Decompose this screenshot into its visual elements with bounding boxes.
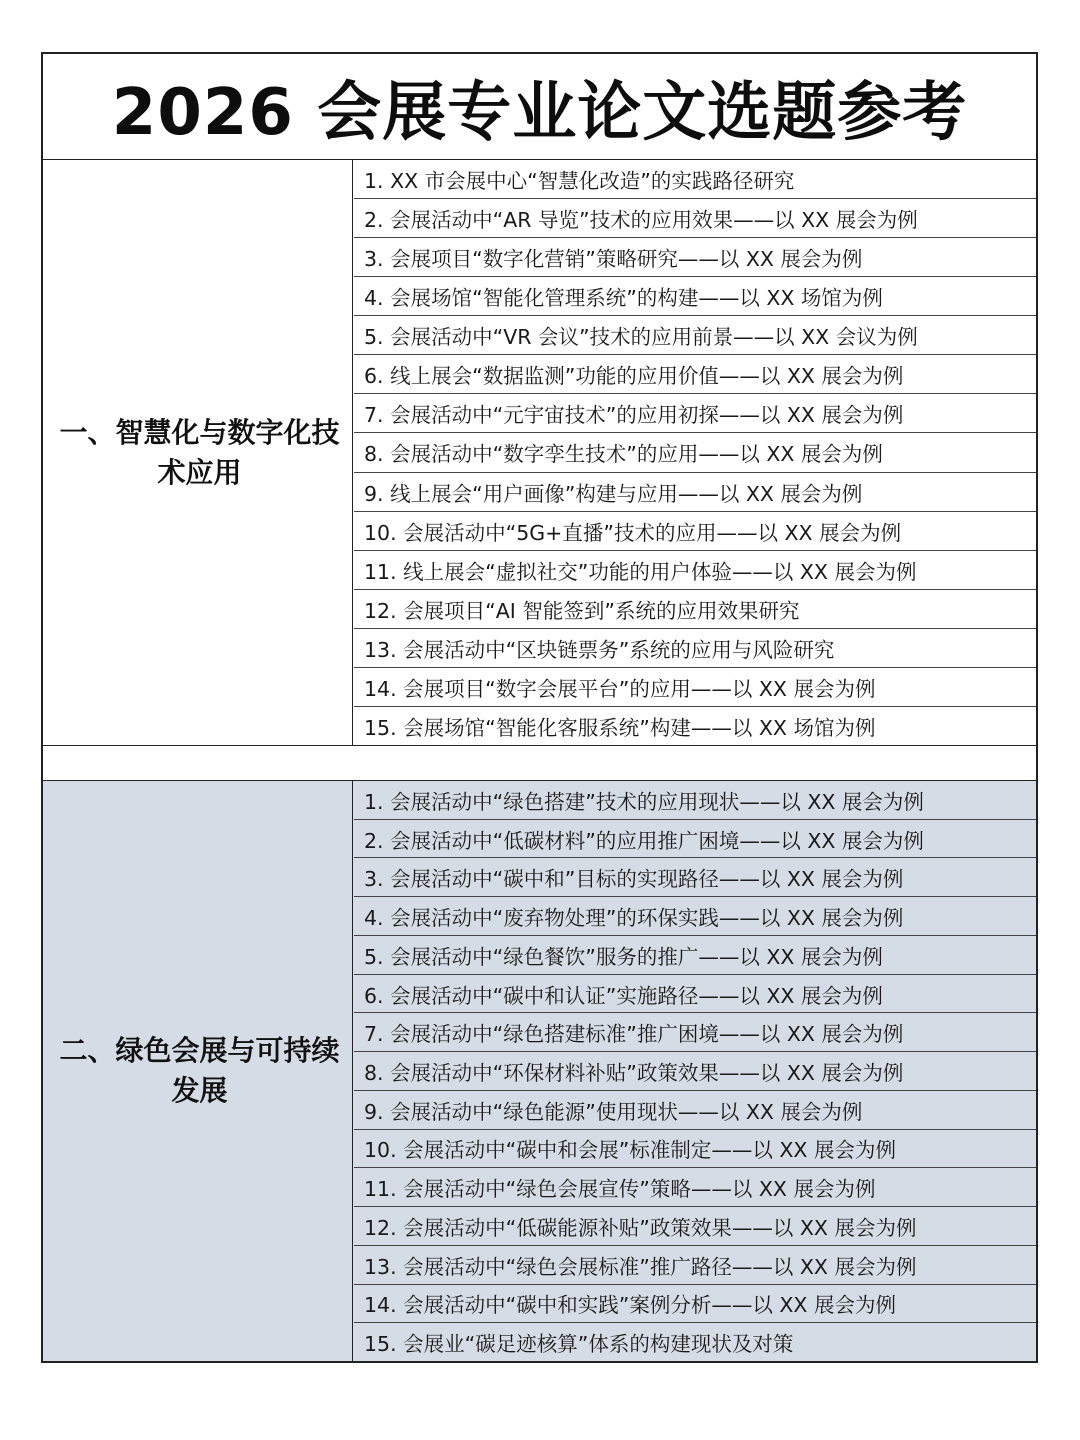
topic-table: [41, 52, 1038, 1363]
topic-item: 1. XX 市会展中心“智慧化改造”的实践路径研究: [354, 160, 1036, 199]
topic-item: 2. 会展活动中“低碳材料”的应用推广困境——以 XX 展会为例: [354, 820, 1036, 859]
topic-item: 12. 会展活动中“低碳能源补贴”政策效果——以 XX 展会为例: [354, 1207, 1036, 1246]
topic-item: 6. 线上展会“数据监测”功能的应用价值——以 XX 展会为例: [354, 355, 1036, 394]
topic-item: 3. 会展活动中“碳中和”目标的实现路径——以 XX 展会为例: [354, 858, 1036, 897]
topic-item: 5. 会展活动中“绿色餐饮”服务的推广——以 XX 展会为例: [354, 936, 1036, 975]
section-digital: [43, 160, 1036, 745]
topic-item: 4. 会展场馆“智能化管理系统”的构建——以 XX 场馆为例: [354, 277, 1036, 316]
category-label: 一、智慧化与数字化技术应用: [59, 415, 340, 489]
topic-item: 9. 会展活动中“绿色能源”使用现状——以 XX 展会为例: [354, 1091, 1036, 1130]
topic-item: 10. 会展活动中“碳中和会展”标准制定——以 XX 展会为例: [354, 1130, 1036, 1169]
topic-item: 14. 会展项目“数字会展平台”的应用——以 XX 展会为例: [354, 668, 1036, 707]
topic-item: 9. 线上展会“用户画像”构建与应用——以 XX 展会为例: [354, 473, 1036, 512]
topic-item: 8. 会展活动中“数字孪生技术”的应用——以 XX 展会为例: [354, 433, 1036, 472]
topic-item: 2. 会展活动中“AR 导览”技术的应用效果——以 XX 展会为例: [354, 199, 1036, 238]
topic-item: 4. 会展活动中“废弃物处理”的环保实践——以 XX 展会为例: [354, 897, 1036, 936]
category-cell: [43, 781, 353, 1361]
topic-item: 5. 会展活动中“VR 会议”技术的应用前景——以 XX 会议为例: [354, 316, 1036, 355]
topic-list: [354, 781, 1036, 1361]
topic-item: 15. 会展场馆“智能化客服系统”构建——以 XX 场馆为例: [364, 715, 876, 740]
topic-item: 11. 线上展会“虚拟社交”功能的用户体验——以 XX 展会为例: [354, 551, 1036, 590]
topic-item: 13. 会展活动中“区块链票务”系统的应用与风险研究: [354, 629, 1036, 668]
topic-item: 13. 会展活动中“绿色会展标准”推广路径——以 XX 展会为例: [354, 1246, 1036, 1285]
title-cell: [43, 54, 1036, 160]
topic-list: [354, 160, 1036, 745]
topic-item: 12. 会展项目“AI 智能签到”系统的应用效果研究: [354, 590, 1036, 629]
section-divider: [43, 745, 1036, 781]
topic-item: 10. 会展活动中“5G+直播”技术的应用——以 XX 展会为例: [354, 512, 1036, 551]
topic-item: 8. 会展活动中“环保材料补贴”政策效果——以 XX 展会为例: [354, 1052, 1036, 1091]
topic-item: 3. 会展项目“数字化营销”策略研究——以 XX 展会为例: [354, 238, 1036, 277]
topic-item: 7. 会展活动中“元宇宙技术”的应用初探——以 XX 展会为例: [354, 394, 1036, 433]
category-label: 二、绿色会展与可持续发展: [59, 1034, 340, 1107]
topic-item: 1. 会展活动中“绿色搭建”技术的应用现状——以 XX 展会为例: [354, 781, 1036, 820]
topic-item: 15. 会展业“碳足迹核算”体系的构建现状及对策: [364, 1332, 794, 1357]
section-green: [43, 781, 1036, 1361]
topic-item: 7. 会展活动中“绿色搭建标准”推广困境——以 XX 展会为例: [354, 1013, 1036, 1052]
topic-item: 11. 会展活动中“绿色会展宣传”策略——以 XX 展会为例: [354, 1168, 1036, 1207]
topic-item: 14. 会展活动中“碳中和实践”案例分析——以 XX 展会为例: [354, 1285, 1036, 1324]
page-title: 2026 会展专业论文选题参考: [111, 75, 968, 150]
category-cell: [43, 160, 353, 745]
topic-item: 6. 会展活动中“碳中和认证”实施路径——以 XX 展会为例: [354, 975, 1036, 1014]
